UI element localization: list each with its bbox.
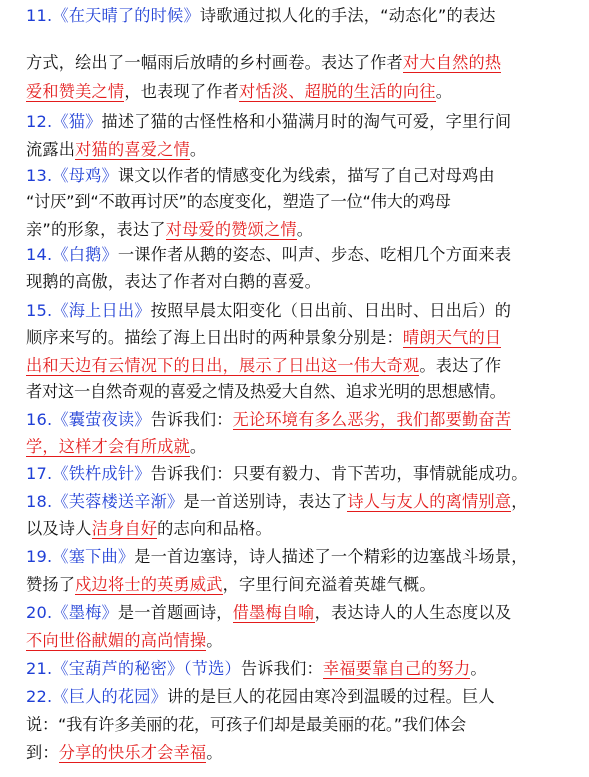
highlighted-text: 诗人与友人的离情别意 [347,492,512,511]
body-text: 。 [189,437,207,456]
body-text: 到： [26,743,59,762]
item-number: 12. [26,112,53,131]
body-text: 告诉我们：只要有毅力、肯下苦功，事情就能成功。 [150,464,528,483]
text-title: 《铁杵成针》 [52,464,151,483]
item-11-line-2 [26,52,501,74]
item-18-line-1 [26,491,528,513]
body-text: 。 [206,631,223,650]
text-title: 《海上日出》 [52,301,151,320]
item-19-line-1 [26,546,528,568]
body-text: 是一首边塞诗，诗人描述了一个精彩的边塞战斗场景， [134,547,528,566]
highlighted-text: 爱和赞美之情 [26,82,125,101]
body-text: 现鹅的高傲，表达了作者对白鹅的喜爱。 [26,272,321,291]
body-text: 的志向和品格。 [157,519,272,538]
body-text: ， [511,492,528,511]
item-18-line-2 [26,518,272,540]
body-text: “讨厌”到“不敢再讨厌”的态度变化，塑造了一位“伟大的鸡母 [26,192,451,211]
highlighted-text: 不向世俗献媚的高尚情操 [26,631,207,650]
highlighted-text: 学，这样才会有所成就 [26,437,190,456]
item-number: 15. [26,301,53,320]
highlighted-text: 对大自然的热 [402,53,502,72]
text-title: 《囊萤夜读》 [52,410,151,429]
item-22-line-1 [26,686,495,708]
item-11-line-1 [26,5,496,27]
body-text: 。 [296,220,314,239]
item-15-line-3 [26,355,501,377]
body-text: ，也表现了作者 [124,82,240,101]
item-number: 11. [26,6,53,25]
body-text: 一课作者从鹅的姿态、叫声、步态、吃相几个方面来表 [117,245,512,264]
item-number: 21. [26,659,53,678]
body-text: 说：“我有许多美丽的花，可孩子们却是最美丽的花。”我们体会 [26,715,466,734]
body-text: 亲”的形象，表达了 [26,220,166,239]
highlighted-text: 对恬淡、超脱的生活的向往 [239,82,436,101]
item-16-line-2 [26,436,206,458]
item-15-line-4 [26,381,506,403]
item-19-line-2 [26,574,436,596]
body-text: 告诉我们： [240,659,323,678]
item-13-line-2 [26,191,451,213]
highlighted-text: 戍边将士的英勇威武 [75,575,223,594]
text-title: 《白鹅》 [52,245,118,264]
item-13-line-3 [26,219,313,241]
item-number: 14. [26,245,53,264]
highlighted-text: 晴朗天气的日 [402,328,502,347]
body-text: 告诉我们： [150,410,233,429]
body-text: 讲的是巨人的花园由寒冷到温暖的过程。巨人 [167,687,495,706]
item-number: 19. [26,547,53,566]
body-text: 。 [470,659,487,678]
item-13-line-1 [26,165,495,187]
body-text: 诗歌通过拟人化的手法，“动态化”的表达 [199,6,496,25]
item-14-line-2 [26,271,321,293]
item-20-line-2 [26,630,223,652]
item-number: 13. [26,166,53,185]
highlighted-text: 分享的快乐才会幸福 [58,743,207,762]
item-22-line-2 [26,714,466,736]
body-text: 。 [435,82,453,101]
body-text: ，表达诗人的人生态度以及 [314,603,512,622]
item-21-line-1 [26,658,487,680]
highlighted-text: 无论环境有多么恶劣，我们都要勤奋苦 [232,410,512,429]
text-title: 《巨人的花园》 [52,687,168,706]
item-number: 22. [26,687,53,706]
text-title: 《墨梅》 [52,603,118,622]
text-title: 《塞下曲》 [52,547,135,566]
body-text: ，字里行间充溢着英雄气概。 [222,575,436,594]
body-text: 描述了猫的古怪性格和小猫满月时的淘气可爱，字里行间 [101,112,512,131]
item-number: 17. [26,464,53,483]
body-text: 顺序来写的。描绘了海上日出时的两种景象分别是： [26,328,403,347]
item-number: 20. [26,603,53,622]
item-16-line-1 [26,409,511,431]
item-22-line-3 [26,742,223,764]
highlighted-text: 借墨梅自喻 [232,603,315,622]
item-11-line-3 [26,81,452,103]
body-text: 流露出 [26,140,76,159]
item-number: 18. [26,492,53,511]
body-text: 是一首送别诗，表达了 [183,492,348,511]
highlighted-text: 幸福要靠自己的努力 [322,659,471,678]
body-text: 方式，绘出了一幅雨后放晴的乡村画卷。表达了作者 [26,53,403,72]
highlighted-text: 对母爱的赞颂之情 [165,220,297,239]
body-text: 。表达了作 [419,356,502,375]
item-14-line-1 [26,244,511,266]
item-12-line-1 [26,111,511,133]
body-text: 按照早晨太阳变化（日出前、日出时、日出后）的 [150,301,512,320]
body-text: 者对这一自然奇观的喜爱之情及热爱大自然、追求光明的思想感情。 [26,382,506,401]
body-text: 。 [189,140,207,159]
item-number: 16. [26,410,53,429]
text-title: 《宝葫芦的秘密》（节选） [52,659,241,678]
body-text: 是一首题画诗， [117,603,233,622]
text-title: 《芙蓉楼送辛渐》 [52,492,184,511]
body-text: 赞扬了 [26,575,76,594]
item-20-line-1 [26,602,511,624]
highlighted-text: 出和天边有云情况下的日出，展示了日出这一伟大奇观 [26,356,420,375]
highlighted-text: 洁身自好 [91,519,158,538]
item-15-line-1 [26,300,511,322]
text-title: 《母鸡》 [52,166,118,185]
body-text: 以及诗人 [26,519,92,538]
text-title: 《猫》 [52,112,102,131]
text-title: 《在天晴了的时候》 [52,6,200,25]
item-17-line-1 [26,463,528,485]
item-15-line-2 [26,327,501,349]
highlighted-text: 对猫的喜爱之情 [75,140,190,159]
item-12-line-2 [26,139,206,161]
body-text: 课文以作者的情感变化为线索，描写了自己对母鸡由 [117,166,495,185]
body-text: 。 [206,743,223,762]
